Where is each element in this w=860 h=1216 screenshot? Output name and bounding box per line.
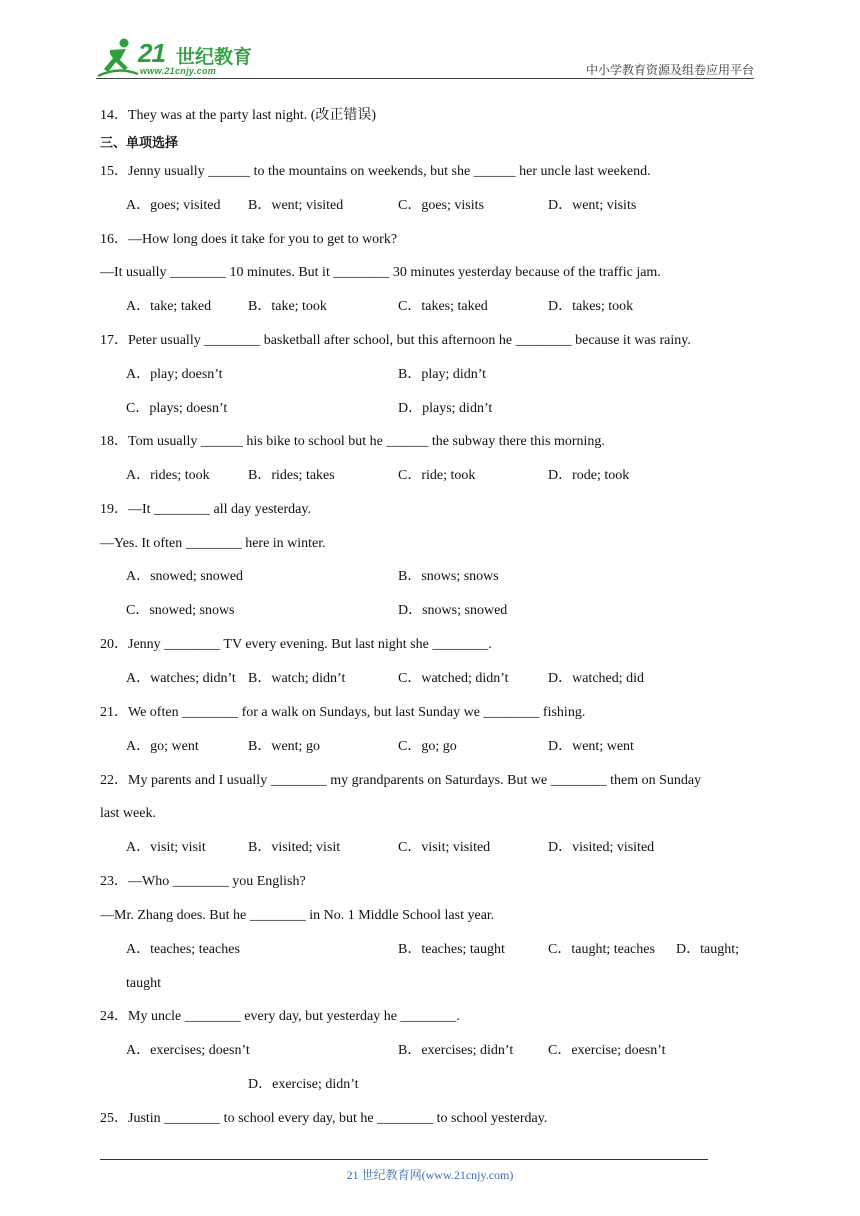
option-20-c: C．watched; didn’t	[398, 671, 509, 686]
option-18-b: B．rides; takes	[248, 468, 335, 483]
option-19-a: A．snowed; snowed	[126, 569, 244, 584]
header-platform-text: 中小学教育资源及组卷应用平台	[585, 63, 754, 77]
footer-divider	[100, 1159, 708, 1160]
option-19-c: C．snowed; snows	[126, 603, 235, 618]
option-21-c: C．go; go	[398, 739, 457, 754]
option-18-c: C．ride; took	[398, 468, 476, 483]
question-17: 17．Peter usually ________ basketball after school, but this afternoon he ________ because it was rainy.	[100, 333, 691, 348]
logo-chinese-text: 世纪教育	[176, 46, 253, 68]
option-24-a: A．exercises; doesn’t	[126, 1043, 250, 1058]
question-19-reply: —Yes. It often ________ here in winter.	[100, 536, 326, 551]
option-22-a: A．visit; visit	[126, 840, 206, 855]
option-19-d: D．snows; snowed	[398, 603, 508, 618]
logo-url: www.21cnjy.com	[140, 66, 217, 76]
logo-digits: 21	[138, 38, 165, 68]
option-23-a: A．teaches; teaches	[126, 942, 240, 957]
question-16-prompt: 16．—How long does it take for you to get to work?	[100, 232, 398, 247]
option-16-a: A．take; taked	[126, 299, 212, 314]
footer-source: 21 世纪教育网(www.21cnjy.com)	[346, 1168, 514, 1182]
option-21-a: A．go; went	[126, 739, 199, 754]
question-22: 22．My parents and I usually ________ my grandparents on Saturdays. But we ________ them on Sunday	[100, 773, 702, 788]
option-15-d: D．went; visits	[548, 198, 637, 213]
question-23-prompt: 23．—Who ________ you English?	[100, 874, 306, 889]
option-23-c: C．taught; teaches	[548, 942, 655, 957]
site-logo	[96, 36, 266, 80]
option-18-d: D．rode; took	[548, 468, 630, 483]
option-15-c: C．goes; visits	[398, 198, 484, 213]
question-25: 25．Justin ________ to school every day, but he ________ to school yesterday.	[100, 1111, 548, 1126]
option-16-c: C．takes; taked	[398, 299, 488, 314]
option-24-b: B．exercises; didn’t	[398, 1043, 514, 1058]
option-16-d: D．takes; took	[548, 299, 634, 314]
option-19-b: B．snows; snows	[398, 569, 499, 584]
option-23-d: D．taught;	[676, 942, 739, 957]
option-23-b: B．teaches; taught	[398, 942, 505, 957]
running-figure-icon	[96, 36, 140, 80]
question-19-prompt: 19．—It ________ all day yesterday.	[100, 502, 311, 517]
option-23-d-continued: taught	[126, 976, 161, 991]
question-18: 18．Tom usually ______ his bike to school but he ______ the subway there this morning.	[100, 434, 605, 449]
option-16-b: B．take; took	[248, 299, 327, 314]
option-17-b: B．play; didn’t	[398, 367, 487, 382]
option-22-b: B．visited; visit	[248, 840, 341, 855]
section-heading: 三、单项选择	[100, 136, 179, 151]
option-24-d: D．exercise; didn’t	[248, 1077, 359, 1092]
question-23-reply: —Mr. Zhang does. But he ________ in No. 1 Middle School last year.	[100, 908, 495, 923]
option-17-d: D．plays; didn’t	[398, 401, 493, 416]
option-17-a: A．play; doesn’t	[126, 367, 223, 382]
question-16-reply: —It usually ________ 10 minutes. But it ________ 30 minutes yesterday because of the traffic jam.	[100, 265, 661, 280]
option-20-a: A．watches; didn’t	[126, 671, 236, 686]
option-17-c: C．plays; doesn’t	[126, 401, 228, 416]
question-22-continued: last week.	[100, 806, 156, 821]
option-15-a: A．goes; visited	[126, 198, 221, 213]
question-24: 24．My uncle ________ every day, but yesterday he ________.	[100, 1009, 460, 1024]
option-18-a: A．rides; took	[126, 468, 210, 483]
option-22-d: D．visited; visited	[548, 840, 655, 855]
option-21-d: D．went; went	[548, 739, 634, 754]
option-15-b: B．went; visited	[248, 198, 344, 213]
option-22-c: C．visit; visited	[398, 840, 491, 855]
question-20: 20．Jenny ________ TV every evening. But last night she ________.	[100, 637, 492, 652]
question-15: 15．Jenny usually ______ to the mountains on weekends, but she ______ her uncle last weekend.	[100, 164, 651, 179]
question-14: 14．They was at the party last night. (改正错误)	[100, 108, 377, 123]
option-21-b: B．went; go	[248, 739, 320, 754]
option-20-d: D．watched; did	[548, 671, 645, 686]
option-20-b: B．watch; didn’t	[248, 671, 346, 686]
header-divider	[96, 78, 754, 79]
option-24-c: C．exercise; doesn’t	[548, 1043, 666, 1058]
question-21: 21．We often ________ for a walk on Sundays, but last Sunday we ________ fishing.	[100, 705, 586, 720]
